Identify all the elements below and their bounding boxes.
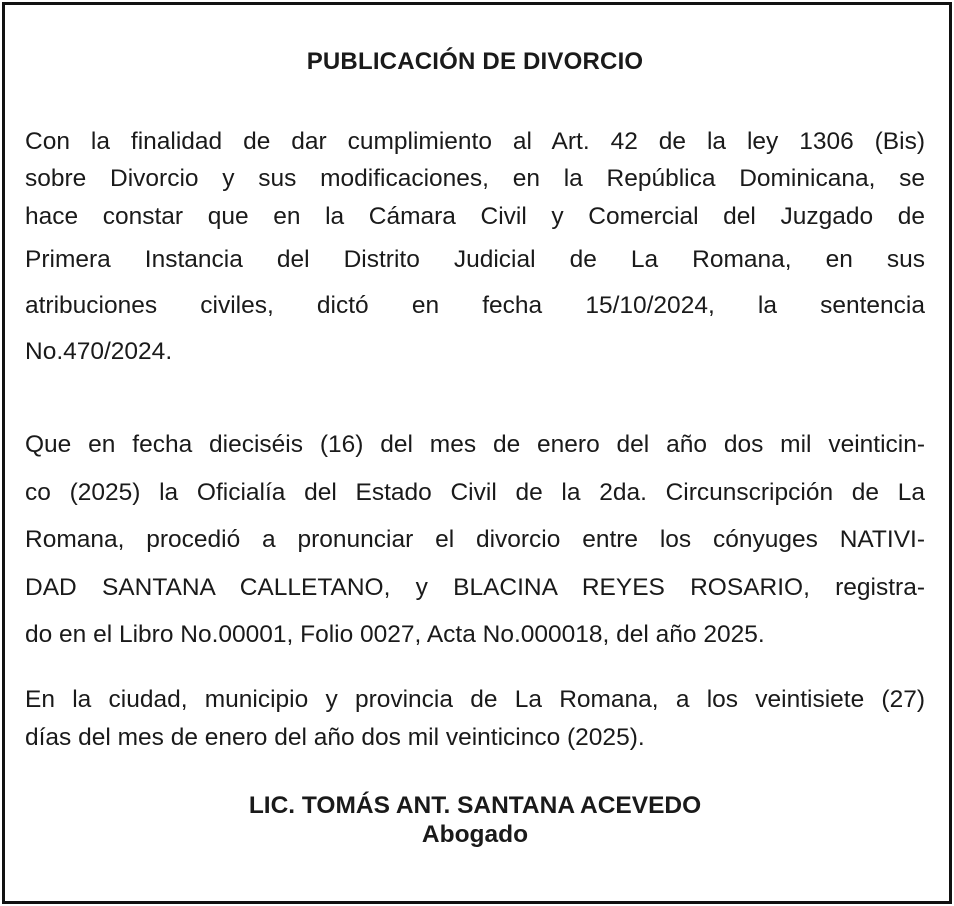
paragraph-line: Romana, procedió a pronunciar el divorcio entre los cónyuges NATIVI-	[25, 526, 925, 554]
paragraph-line: En la ciudad, municipio y provincia de La Romana, a los veintisiete (27)	[25, 686, 925, 713]
paragraph-line: Que en fecha dieciséis (16) del mes de enero del año dos mil veinticin-	[25, 431, 925, 458]
paragraph-line: Primera Instancia del Distrito Judicial de La Romana, en sus	[25, 246, 925, 273]
paragraph-line: DAD SANTANA CALLETANO, y BLACINA REYES ROSARIO, registra-	[25, 573, 925, 601]
signature-name: LIC. TOMÁS ANT. SANTANA ACEVEDO	[248, 792, 702, 819]
paragraph-place-date	[25, 681, 925, 757]
signature-role: Abogado	[421, 821, 529, 848]
paragraph-line: No.470/2024.	[25, 338, 173, 365]
paragraph-divorce	[25, 421, 925, 659]
paragraph-line: sobre Divorcio y sus modificaciones, en la República Dominicana, se	[25, 165, 925, 192]
signature-block	[25, 791, 925, 849]
paragraph-line: co (2025) la Oficialía del Estado Civil de la 2da. Circunscripción de La	[25, 478, 925, 506]
notice-title: PUBLICACIÓN DE DIVORCIO	[306, 48, 644, 75]
paragraph-line: atribuciones civiles, dictó en fecha 15/10/2024, la sentencia	[25, 292, 925, 319]
paragraph-line: hace constar que en la Cámara Civil y Comercial del Juzgado de	[25, 203, 925, 230]
notice-border	[2, 2, 952, 904]
paragraph-line: do en el Libro No.00001, Folio 0027, Acta No.000018, del año 2025.	[25, 621, 765, 649]
paragraph-ruling	[25, 123, 925, 375]
paragraph-line: días del mes de enero del año dos mil veinticinco (2025).	[25, 724, 645, 751]
paragraph-line: Con la finalidad de dar cumplimiento al Art. 42 de la ley 1306 (Bis)	[25, 128, 925, 155]
